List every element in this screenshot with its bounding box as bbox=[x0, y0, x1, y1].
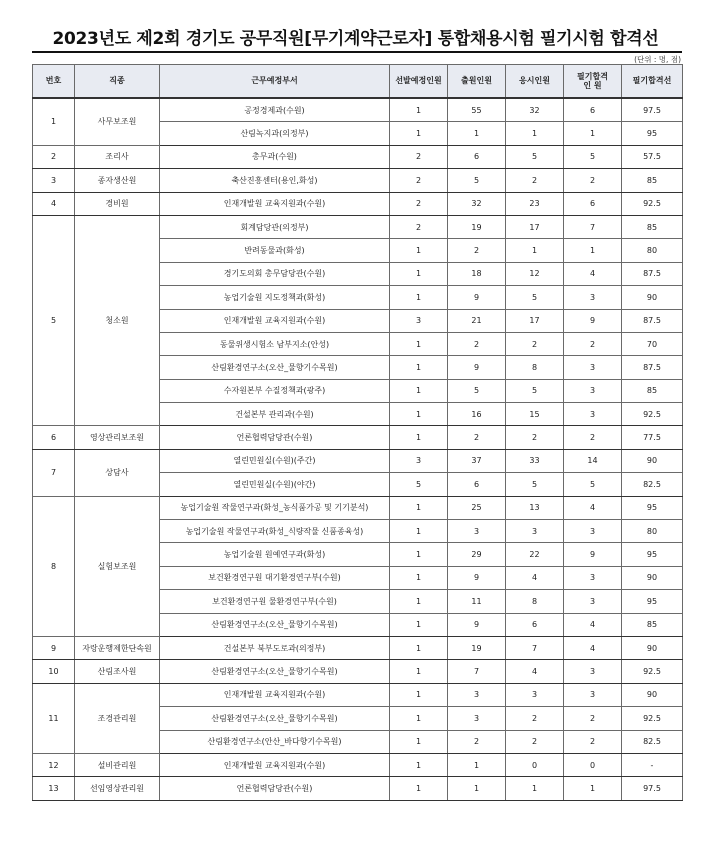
cell-dept: 총무과(수원) bbox=[160, 145, 390, 168]
cell-dept: 산림환경연구소(오산_물향기수목원) bbox=[160, 356, 390, 379]
cell-cutoff: 85 bbox=[622, 215, 683, 238]
cell-passed: 3 bbox=[564, 660, 622, 683]
cell-dept: 경기도의회 총무담당관(수원) bbox=[160, 262, 390, 285]
cell-tested: 0 bbox=[506, 753, 564, 776]
cell-planned: 1 bbox=[390, 777, 448, 800]
cell-applied: 19 bbox=[448, 636, 506, 659]
table-row bbox=[33, 683, 683, 706]
cell-tested: 2 bbox=[506, 426, 564, 449]
cell-cutoff: 87.5 bbox=[622, 356, 683, 379]
cell-planned: 1 bbox=[390, 98, 448, 122]
cell-dept: 인재개발원 교육지원과(수원) bbox=[160, 309, 390, 332]
table-row bbox=[33, 636, 683, 659]
cell-applied: 2 bbox=[448, 426, 506, 449]
header-applied: 출원인원 bbox=[448, 65, 506, 99]
cell-no: 3 bbox=[33, 169, 75, 192]
cell-tested: 6 bbox=[506, 613, 564, 636]
cell-job: 산림조사원 bbox=[75, 660, 160, 683]
cell-cutoff: 95 bbox=[622, 543, 683, 566]
cell-passed: 1 bbox=[564, 239, 622, 262]
cell-applied: 9 bbox=[448, 566, 506, 589]
table-row bbox=[33, 192, 683, 215]
table-row bbox=[33, 449, 683, 472]
cell-dept: 산림녹지과(의정부) bbox=[160, 122, 390, 145]
cell-planned: 2 bbox=[390, 169, 448, 192]
cell-cutoff: 95 bbox=[622, 496, 683, 519]
cell-dept: 수자원본부 수질정책과(광주) bbox=[160, 379, 390, 402]
results-table bbox=[32, 64, 683, 801]
cell-cutoff: 80 bbox=[622, 239, 683, 262]
cell-passed: 2 bbox=[564, 730, 622, 753]
cell-dept: 산림환경연구소(오산_물향기수목원) bbox=[160, 613, 390, 636]
cell-planned: 1 bbox=[390, 332, 448, 355]
cell-passed: 4 bbox=[564, 636, 622, 659]
cell-passed: 0 bbox=[564, 753, 622, 776]
cell-planned: 1 bbox=[390, 426, 448, 449]
cell-cutoff: 90 bbox=[622, 566, 683, 589]
cell-planned: 1 bbox=[390, 543, 448, 566]
cell-applied: 3 bbox=[448, 520, 506, 543]
cell-no: 13 bbox=[33, 777, 75, 800]
cell-passed: 3 bbox=[564, 356, 622, 379]
cell-passed: 4 bbox=[564, 262, 622, 285]
cell-cutoff: 90 bbox=[622, 286, 683, 309]
cell-tested: 12 bbox=[506, 262, 564, 285]
cell-passed: 3 bbox=[564, 590, 622, 613]
cell-tested: 2 bbox=[506, 707, 564, 730]
cell-passed: 4 bbox=[564, 613, 622, 636]
cell-applied: 6 bbox=[448, 473, 506, 496]
cell-planned: 1 bbox=[390, 636, 448, 659]
cell-passed: 9 bbox=[564, 309, 622, 332]
cell-passed: 3 bbox=[564, 286, 622, 309]
cell-planned: 3 bbox=[390, 449, 448, 472]
cell-dept: 건설본부 관리과(수원) bbox=[160, 403, 390, 426]
cell-tested: 8 bbox=[506, 590, 564, 613]
cell-planned: 2 bbox=[390, 215, 448, 238]
cell-dept: 인재개발원 교육지원과(수원) bbox=[160, 192, 390, 215]
cell-passed: 2 bbox=[564, 426, 622, 449]
cell-passed: 3 bbox=[564, 403, 622, 426]
cell-planned: 1 bbox=[390, 613, 448, 636]
cell-cutoff: 77.5 bbox=[622, 426, 683, 449]
cell-job: 영상관리보조원 bbox=[75, 426, 160, 449]
cell-dept: 산림환경연구소(오산_물향기수목원) bbox=[160, 660, 390, 683]
cell-passed: 5 bbox=[564, 145, 622, 168]
cell-cutoff: 92.5 bbox=[622, 403, 683, 426]
cell-no: 6 bbox=[33, 426, 75, 449]
cell-passed: 6 bbox=[564, 192, 622, 215]
cell-tested: 3 bbox=[506, 520, 564, 543]
cell-passed: 2 bbox=[564, 707, 622, 730]
cell-cutoff: 90 bbox=[622, 449, 683, 472]
page-title: 2023년도 제2회 경기도 공무직원[무기계약근로자] 통합채용시험 필기시험 합격선 bbox=[52, 29, 659, 49]
cell-passed: 7 bbox=[564, 215, 622, 238]
cell-tested: 17 bbox=[506, 309, 564, 332]
header-job: 직종 bbox=[75, 65, 160, 99]
cell-applied: 9 bbox=[448, 613, 506, 636]
cell-job: 설비관리원 bbox=[75, 753, 160, 776]
cell-applied: 18 bbox=[448, 262, 506, 285]
header-tested: 응시인원 bbox=[506, 65, 564, 99]
cell-applied: 9 bbox=[448, 356, 506, 379]
cell-cutoff: 85 bbox=[622, 169, 683, 192]
cell-cutoff: 92.5 bbox=[622, 660, 683, 683]
cell-applied: 37 bbox=[448, 449, 506, 472]
cell-passed: 1 bbox=[564, 777, 622, 800]
cell-applied: 29 bbox=[448, 543, 506, 566]
cell-applied: 2 bbox=[448, 239, 506, 262]
cell-applied: 32 bbox=[448, 192, 506, 215]
cell-passed: 3 bbox=[564, 683, 622, 706]
cell-applied: 5 bbox=[448, 169, 506, 192]
cell-cutoff: 82.5 bbox=[622, 473, 683, 496]
cell-job: 실험보조원 bbox=[75, 496, 160, 636]
cell-planned: 1 bbox=[390, 496, 448, 519]
table-row bbox=[33, 426, 683, 449]
table-header-row bbox=[33, 65, 683, 99]
cell-dept: 산림환경연구소(오산_물향기수목원) bbox=[160, 707, 390, 730]
cell-applied: 5 bbox=[448, 379, 506, 402]
cell-planned: 1 bbox=[390, 239, 448, 262]
cell-dept: 보건환경연구원 대기환경연구부(수원) bbox=[160, 566, 390, 589]
cell-passed: 3 bbox=[564, 520, 622, 543]
cell-tested: 15 bbox=[506, 403, 564, 426]
cell-tested: 2 bbox=[506, 169, 564, 192]
cell-applied: 16 bbox=[448, 403, 506, 426]
cell-passed: 4 bbox=[564, 496, 622, 519]
cell-tested: 4 bbox=[506, 566, 564, 589]
cell-planned: 2 bbox=[390, 145, 448, 168]
cell-dept: 열린민원실(수원)(야간) bbox=[160, 473, 390, 496]
cell-planned: 1 bbox=[390, 590, 448, 613]
cell-job: 상담사 bbox=[75, 449, 160, 496]
cell-planned: 1 bbox=[390, 520, 448, 543]
cell-tested: 1 bbox=[506, 239, 564, 262]
table-row bbox=[33, 98, 683, 122]
cell-applied: 19 bbox=[448, 215, 506, 238]
cell-no: 8 bbox=[33, 496, 75, 636]
cell-no: 10 bbox=[33, 660, 75, 683]
cell-tested: 32 bbox=[506, 98, 564, 122]
cell-tested: 23 bbox=[506, 192, 564, 215]
cell-job: 경비원 bbox=[75, 192, 160, 215]
cell-cutoff: 85 bbox=[622, 379, 683, 402]
cell-passed: 3 bbox=[564, 379, 622, 402]
cell-dept: 반려동물과(화성) bbox=[160, 239, 390, 262]
cell-cutoff: - bbox=[622, 753, 683, 776]
cell-dept: 농업기술원 작물연구과(화성_농식품가공 및 기기분석) bbox=[160, 496, 390, 519]
cell-applied: 2 bbox=[448, 730, 506, 753]
cell-applied: 2 bbox=[448, 332, 506, 355]
cell-cutoff: 82.5 bbox=[622, 730, 683, 753]
cell-tested: 17 bbox=[506, 215, 564, 238]
cell-applied: 11 bbox=[448, 590, 506, 613]
cell-cutoff: 87.5 bbox=[622, 262, 683, 285]
cell-tested: 4 bbox=[506, 660, 564, 683]
cell-applied: 3 bbox=[448, 707, 506, 730]
cell-dept: 인재개발원 교육지원과(수원) bbox=[160, 683, 390, 706]
cell-planned: 1 bbox=[390, 753, 448, 776]
cell-tested: 5 bbox=[506, 286, 564, 309]
cell-planned: 3 bbox=[390, 309, 448, 332]
cell-no: 12 bbox=[33, 753, 75, 776]
cell-dept: 축산진흥센터(용인,화성) bbox=[160, 169, 390, 192]
table-row bbox=[33, 777, 683, 800]
cell-dept: 농업기술원 원예연구과(화성) bbox=[160, 543, 390, 566]
cell-cutoff: 80 bbox=[622, 520, 683, 543]
table-body bbox=[33, 98, 683, 800]
cell-passed: 2 bbox=[564, 169, 622, 192]
cell-dept: 건설본부 북부도로과(의정부) bbox=[160, 636, 390, 659]
cell-applied: 1 bbox=[448, 122, 506, 145]
cell-planned: 1 bbox=[390, 286, 448, 309]
cell-planned: 1 bbox=[390, 730, 448, 753]
cell-no: 1 bbox=[33, 98, 75, 145]
cell-applied: 21 bbox=[448, 309, 506, 332]
cell-applied: 55 bbox=[448, 98, 506, 122]
cell-applied: 25 bbox=[448, 496, 506, 519]
unit-note: (단위 : 명, 점) bbox=[634, 55, 681, 64]
cell-dept: 열린민원실(수원)(주간) bbox=[160, 449, 390, 472]
cell-no: 4 bbox=[33, 192, 75, 215]
cell-no: 9 bbox=[33, 636, 75, 659]
cell-job: 선임영상관리원 bbox=[75, 777, 160, 800]
cell-cutoff: 97.5 bbox=[622, 98, 683, 122]
cell-job: 조리사 bbox=[75, 145, 160, 168]
cell-tested: 1 bbox=[506, 777, 564, 800]
cell-applied: 3 bbox=[448, 683, 506, 706]
cell-tested: 33 bbox=[506, 449, 564, 472]
cell-cutoff: 90 bbox=[622, 683, 683, 706]
cell-applied: 6 bbox=[448, 145, 506, 168]
cell-dept: 산림환경연구소(안산_바다향기수목원) bbox=[160, 730, 390, 753]
cell-dept: 회계담당관(의정부) bbox=[160, 215, 390, 238]
cell-job: 자랑운행제한단속원 bbox=[75, 636, 160, 659]
cell-cutoff: 57.5 bbox=[622, 145, 683, 168]
cell-planned: 2 bbox=[390, 192, 448, 215]
cell-dept: 보건환경연구원 물환경연구부(수원) bbox=[160, 590, 390, 613]
cell-cutoff: 95 bbox=[622, 122, 683, 145]
cell-cutoff: 97.5 bbox=[622, 777, 683, 800]
header-cutoff: 필기합격선 bbox=[622, 65, 683, 99]
cell-cutoff: 90 bbox=[622, 636, 683, 659]
cell-tested: 2 bbox=[506, 730, 564, 753]
cell-tested: 5 bbox=[506, 379, 564, 402]
cell-applied: 1 bbox=[448, 777, 506, 800]
cell-planned: 1 bbox=[390, 379, 448, 402]
cell-no: 2 bbox=[33, 145, 75, 168]
cell-tested: 7 bbox=[506, 636, 564, 659]
cell-dept: 언론협력담당관(수원) bbox=[160, 426, 390, 449]
table-row bbox=[33, 660, 683, 683]
cell-cutoff: 70 bbox=[622, 332, 683, 355]
cell-applied: 9 bbox=[448, 286, 506, 309]
title-underline bbox=[32, 51, 682, 53]
cell-planned: 1 bbox=[390, 707, 448, 730]
cell-dept: 인재개발원 교육지원과(수원) bbox=[160, 753, 390, 776]
table-row bbox=[33, 169, 683, 192]
table-row bbox=[33, 496, 683, 519]
cell-tested: 5 bbox=[506, 145, 564, 168]
cell-tested: 13 bbox=[506, 496, 564, 519]
cell-job: 사무보조원 bbox=[75, 98, 160, 145]
cell-dept: 농업기술원 지도정책과(화성) bbox=[160, 286, 390, 309]
cell-cutoff: 92.5 bbox=[622, 707, 683, 730]
cell-passed: 6 bbox=[564, 98, 622, 122]
cell-no: 11 bbox=[33, 683, 75, 753]
cell-planned: 1 bbox=[390, 566, 448, 589]
header-planned: 선발예정인원 bbox=[390, 65, 448, 99]
header-passed: 필기합격 인 원 bbox=[564, 65, 622, 99]
cell-cutoff: 95 bbox=[622, 590, 683, 613]
cell-cutoff: 85 bbox=[622, 613, 683, 636]
cell-job: 조경관리원 bbox=[75, 683, 160, 753]
cell-dept: 공정경제과(수원) bbox=[160, 98, 390, 122]
header-dept: 근무예정부서 bbox=[160, 65, 390, 99]
cell-applied: 1 bbox=[448, 753, 506, 776]
cell-tested: 8 bbox=[506, 356, 564, 379]
cell-cutoff: 92.5 bbox=[622, 192, 683, 215]
header-no: 번호 bbox=[33, 65, 75, 99]
cell-passed: 5 bbox=[564, 473, 622, 496]
cell-applied: 7 bbox=[448, 660, 506, 683]
cell-job: 종자생산원 bbox=[75, 169, 160, 192]
cell-passed: 3 bbox=[564, 566, 622, 589]
cell-planned: 5 bbox=[390, 473, 448, 496]
cell-tested: 2 bbox=[506, 332, 564, 355]
cell-tested: 1 bbox=[506, 122, 564, 145]
cell-planned: 1 bbox=[390, 660, 448, 683]
table-row bbox=[33, 753, 683, 776]
cell-tested: 3 bbox=[506, 683, 564, 706]
cell-passed: 14 bbox=[564, 449, 622, 472]
cell-passed: 9 bbox=[564, 543, 622, 566]
table-row bbox=[33, 215, 683, 238]
cell-tested: 5 bbox=[506, 473, 564, 496]
cell-dept: 언론협력담당관(수원) bbox=[160, 777, 390, 800]
cell-dept: 동물위생시험소 남부지소(안성) bbox=[160, 332, 390, 355]
cell-no: 7 bbox=[33, 449, 75, 496]
cell-planned: 1 bbox=[390, 122, 448, 145]
cell-job: 청소원 bbox=[75, 215, 160, 426]
cell-planned: 1 bbox=[390, 683, 448, 706]
cell-planned: 1 bbox=[390, 356, 448, 379]
cell-planned: 1 bbox=[390, 403, 448, 426]
cell-cutoff: 87.5 bbox=[622, 309, 683, 332]
cell-tested: 22 bbox=[506, 543, 564, 566]
cell-passed: 1 bbox=[564, 122, 622, 145]
cell-dept: 농업기술원 작물연구과(화성_식량작물 신품종육성) bbox=[160, 520, 390, 543]
cell-planned: 1 bbox=[390, 262, 448, 285]
table-row bbox=[33, 145, 683, 168]
cell-no: 5 bbox=[33, 215, 75, 426]
cell-passed: 2 bbox=[564, 332, 622, 355]
